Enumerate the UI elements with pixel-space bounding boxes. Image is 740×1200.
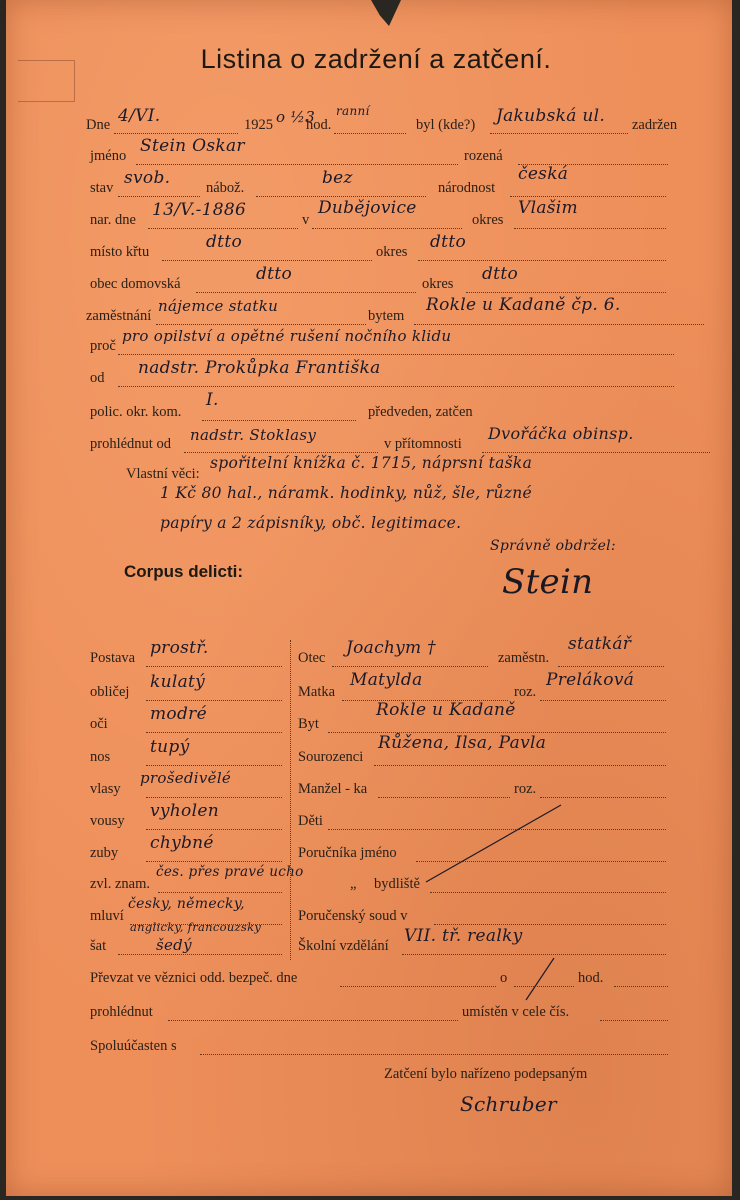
label-stav: stav [90, 180, 114, 196]
value-okres: Vlašim [518, 198, 578, 218]
label-otec: Otec [298, 650, 326, 666]
label-deti: Děti [298, 813, 323, 829]
label-obec: obec domovská [90, 276, 181, 292]
label-byl: byl (kde?) [416, 117, 476, 133]
label-prohlednut: prohlédnut od [90, 436, 171, 452]
label-predveden: předveden, zatčen [368, 404, 473, 420]
value-time: o ½3 [276, 108, 316, 126]
label-rozena: rozená [464, 148, 503, 164]
value-zvl-znam: čes. přes pravé ucho [156, 864, 304, 880]
value-byl: Jakubská ul. [496, 106, 606, 126]
value-byt: Rokle u Kadaně [376, 700, 516, 720]
value-prohlednut: nadstr. Stoklasy [190, 426, 317, 444]
label-umisten: umístěn v cele čís. [462, 1004, 570, 1020]
value-obec: dtto [256, 264, 292, 284]
value-matka: Matylda [350, 670, 423, 690]
label-manzel: Manžel - ka [298, 781, 368, 797]
label-porucnik: Poručníka jméno [298, 845, 397, 861]
value-postava: prostř. [150, 638, 209, 658]
label-misto-krtu: místo křtu [90, 244, 150, 260]
label-matka: Matka [298, 684, 336, 700]
value-dne: 4/VI. [118, 106, 161, 126]
line-umisten [600, 1020, 668, 1021]
value-zamestnani: nájemce statku [158, 297, 279, 315]
label-roz: roz. [514, 684, 537, 700]
document-sheet [6, 0, 732, 1196]
label-zvl-znam: zvl. znam. [90, 876, 150, 892]
value-mluvi: česky, německy, [128, 896, 245, 912]
value-stav: svob. [124, 168, 171, 188]
label-ditto: „ [350, 876, 357, 892]
label-o: o [500, 970, 508, 986]
label-naboz: nábož. [206, 180, 245, 196]
label-year: 1925 [244, 117, 273, 133]
value-zuby: chybné [150, 833, 214, 853]
signature-schruber: Schruber [460, 1092, 557, 1116]
label-nar-dne: nar. dne [90, 212, 136, 228]
value-nar-dne: 13/V.-1886 [152, 200, 247, 220]
value-nos: tupý [150, 737, 190, 757]
label-bydliste: bydliště [374, 876, 420, 892]
label-proc: proč [90, 338, 116, 354]
label-zuby: zuby [90, 845, 119, 861]
label-dne: Dne [86, 117, 111, 133]
vlastni-veci-line-2: 1 Kč 80 hal., náramk. hodinky, nůž, šle, různé [160, 484, 532, 502]
label-spolucasten: Spoluúčasten s [90, 1038, 177, 1054]
label-okres2: okres [376, 244, 408, 260]
value-polic: I. [206, 390, 219, 410]
label-prevzat: Převzat ve věznici odd. bezpeč. dne [90, 970, 298, 986]
label-vlastni-veci: Vlastní věci: [126, 466, 200, 482]
line-prevzat [340, 986, 496, 987]
signature-stein: Stein [502, 562, 594, 602]
label-okres3: okres [422, 276, 454, 292]
label-sat: šat [90, 938, 107, 954]
label-skolni-vzdelani: Školní vzdělání [298, 938, 389, 954]
value-skolni-vzdelani: VII. tř. realky [404, 926, 523, 946]
label-pritomnosti: v přítomnosti [384, 436, 462, 452]
label-bytem: bytem [368, 308, 405, 324]
label-zamestnani: zaměstnání [86, 308, 152, 324]
label-vousy: vousy [90, 813, 125, 829]
label-zadrzen: zadržen [632, 117, 678, 133]
value-hod: ranní [336, 104, 370, 118]
value-misto-krtu: dtto [206, 232, 242, 252]
label-porucensky-soud: Poručenský soud v [298, 908, 408, 924]
value-okres2: dtto [430, 232, 466, 252]
label-vlasy: vlasy [90, 781, 121, 797]
label-narodnost: národnost [438, 180, 496, 196]
value-mluvi-extra: anglicky, francouzsky [130, 920, 262, 934]
label-nos: nos [90, 749, 111, 765]
label-oci: oči [90, 716, 108, 732]
label-byt: Byt [298, 716, 319, 732]
label-hod: hod. [306, 117, 332, 133]
label-jmeno: jméno [90, 148, 127, 164]
value-bytem: Rokle u Kadaně čp. 6. [426, 295, 621, 315]
label-mluvi: mluví [90, 908, 124, 924]
value-sat: šedý [156, 936, 192, 954]
value-pritomnosti: Dvořáčka obinsp. [488, 424, 634, 443]
line-hod-footer [614, 986, 668, 987]
value-zamestn: statkář [568, 634, 632, 654]
value-vlasy: prošedivělé [140, 769, 232, 787]
label-v: v [302, 212, 310, 228]
label-roz2: roz. [514, 781, 537, 797]
value-oblicej: kulatý [150, 672, 206, 692]
value-proc: pro opilství a opětné rušení nočního klidu [122, 327, 452, 345]
line-prohlednut-footer [168, 1020, 458, 1021]
value-narodnost: česká [518, 164, 569, 184]
value-oci: modré [150, 704, 207, 724]
value-naboz: bez [322, 168, 353, 188]
label-od: od [90, 370, 105, 386]
value-v: Dubějovice [318, 198, 417, 218]
vlastni-veci-line-3: papíry a 2 zápisníky, obč. legitimace. [160, 514, 462, 532]
corpus-delicti-heading: Corpus delicti: [124, 562, 244, 581]
value-sourozenci: Růžena, Ilsa, Pavla [378, 733, 547, 753]
spravne-obdrzel: Správně obdržel: [490, 538, 616, 554]
label-hod-footer: hod. [578, 970, 604, 986]
label-postava: Postava [90, 650, 136, 666]
value-jmeno: Stein Oskar [140, 136, 245, 156]
vlastni-veci-line-1: spořitelní knížka č. 1715, náprsní taška [210, 454, 533, 472]
page-title: Listina o zadržení a zatčení. [200, 44, 552, 74]
label-prohlednut-footer: prohlédnut [90, 1004, 153, 1020]
label-zamestn: zaměstn. [498, 650, 550, 666]
value-okres3: dtto [482, 264, 518, 284]
label-oblicej: obličej [90, 684, 130, 700]
line-o [514, 986, 574, 987]
label-sourozenci: Sourozenci [298, 749, 364, 765]
label-zatceni: Zatčení bylo nařízeno podepsaným [384, 1066, 588, 1082]
value-roz: Preláková [546, 670, 635, 690]
line-spolucasten [200, 1054, 668, 1055]
label-okres: okres [472, 212, 504, 228]
value-od: nadstr. Prokůpka Františka [138, 358, 381, 378]
label-polic: polic. okr. kom. [90, 404, 182, 420]
value-vousy: vyholen [150, 801, 219, 821]
value-otec: Joachym † [346, 638, 436, 658]
